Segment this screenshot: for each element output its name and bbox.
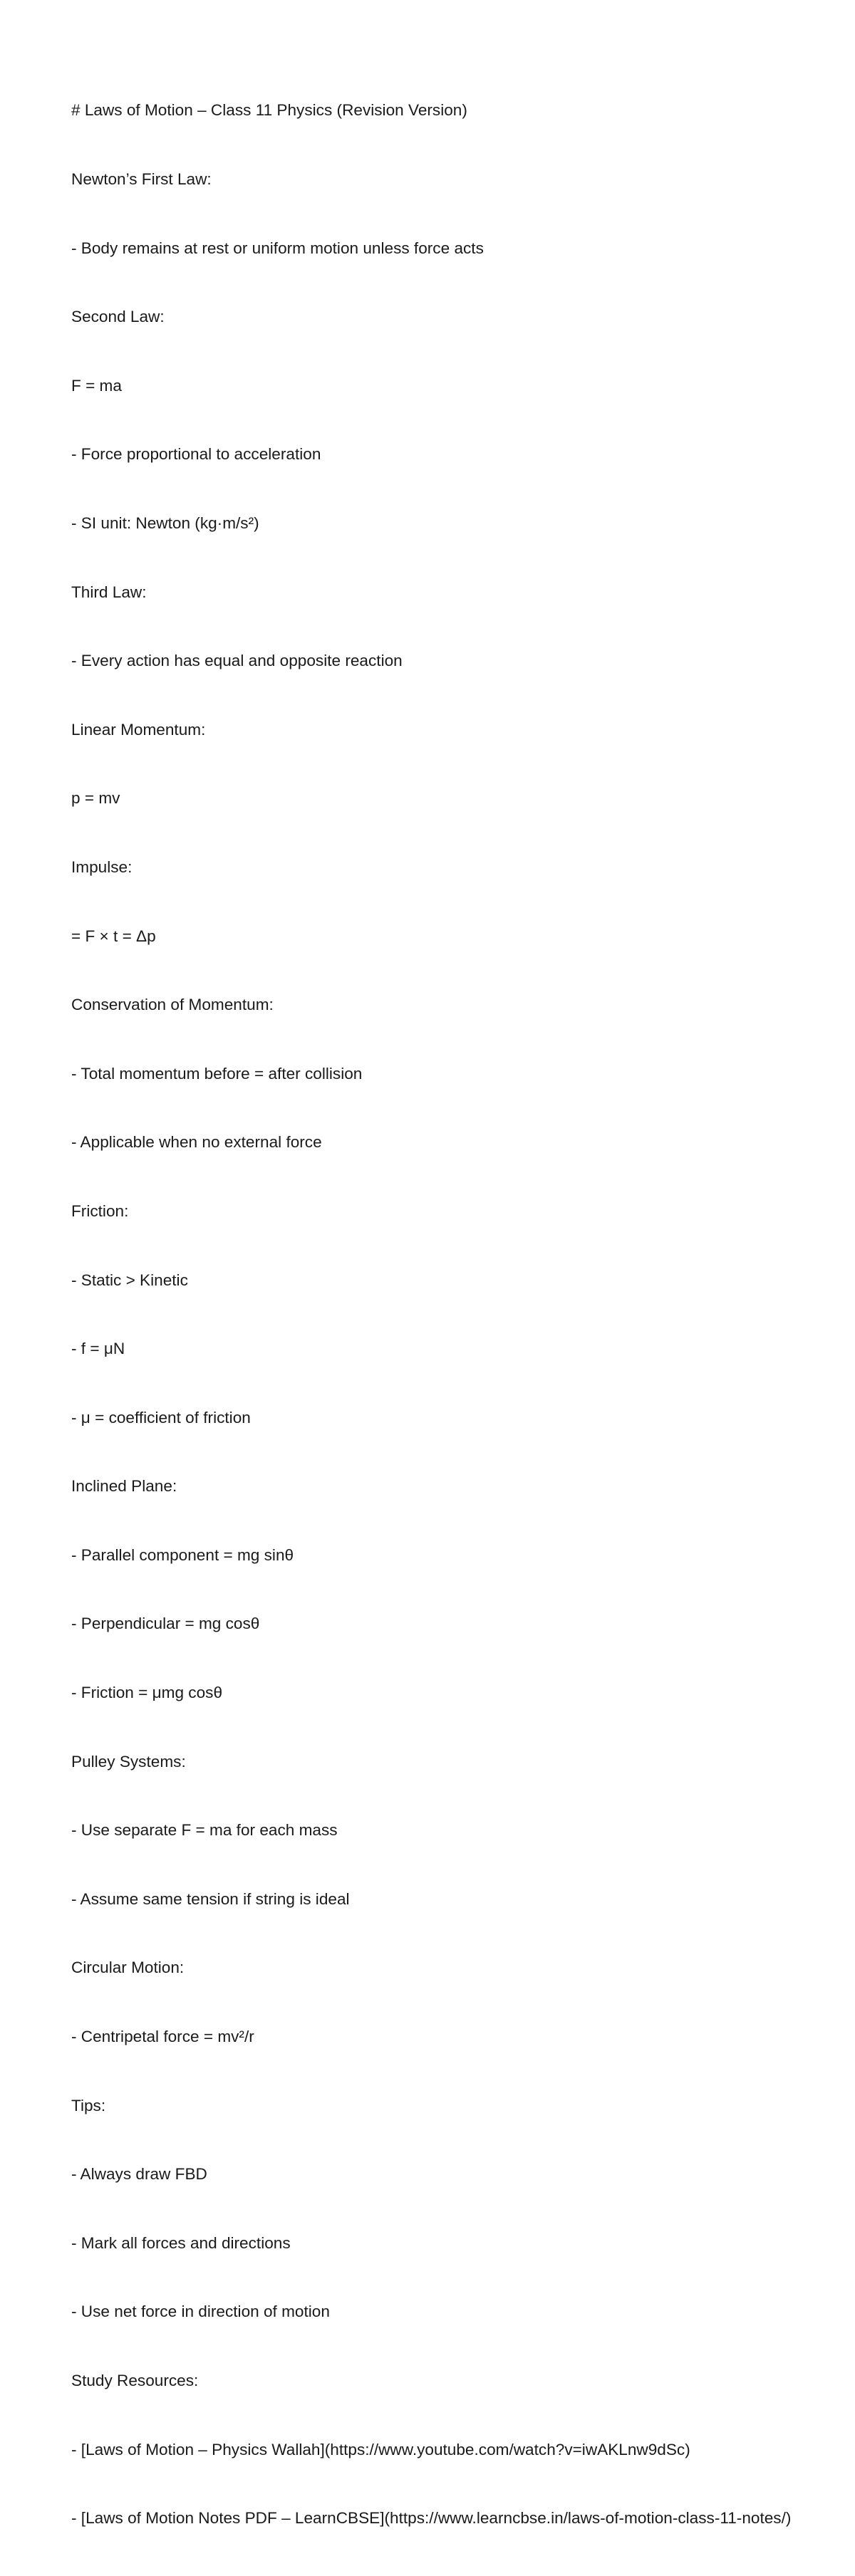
- section-heading-circular-motion: Circular Motion:: [71, 1959, 185, 1977]
- document-title: # Laws of Motion – Class 11 Physics (Revision Version): [71, 101, 467, 120]
- pulley-point: - Assume same tension if string is ideal: [71, 1889, 350, 1908]
- circular-motion-point: - Centripetal force = mv²/r: [71, 2028, 254, 2046]
- tip-item: - Use net force in direction of motion: [71, 2303, 330, 2321]
- section-heading-friction: Friction:: [71, 1201, 129, 1220]
- tip-item: - Always draw FBD: [71, 2165, 207, 2184]
- inclined-plane-point: - Perpendicular = mg cosθ: [71, 1615, 260, 1633]
- section-heading-pulley-systems: Pulley Systems:: [71, 1752, 186, 1771]
- document-body: [71, 53, 851, 2576]
- impulse-formula: = F × t = Δp: [71, 927, 156, 945]
- section-heading-inclined-plane: Inclined Plane:: [71, 1477, 177, 1496]
- inclined-plane-point: - Friction = μmg cosθ: [71, 1684, 223, 1702]
- resource-item-physics-wallah: - [Laws of Motion – Physics Wallah](https://www.youtube.com/watch?v=iwAKLnw9dSc): [71, 2440, 690, 2458]
- momentum-formula: p = mv: [71, 789, 120, 808]
- section-heading-second-law: Second Law:: [71, 308, 165, 326]
- first-law-point: - Body remains at rest or uniform motion unless force acts: [71, 239, 484, 257]
- conservation-point: - Total momentum before = after collision: [71, 1064, 363, 1083]
- second-law-formula: F = ma: [71, 376, 122, 395]
- section-heading-study-resources: Study Resources:: [71, 2372, 199, 2389]
- friction-point: - Static > Kinetic: [71, 1271, 188, 1289]
- friction-point: - f = μN: [71, 1340, 125, 1358]
- second-law-point: - SI unit: Newton (kg·m/s²): [71, 513, 259, 532]
- section-heading-tips: Tips:: [71, 2096, 106, 2114]
- third-law-point: - Every action has equal and opposite reaction: [71, 652, 403, 670]
- second-law-point: - Force proportional to acceleration: [71, 445, 321, 464]
- conservation-point: - Applicable when no external force: [71, 1133, 322, 1152]
- tip-item: - Mark all forces and directions: [71, 2233, 291, 2252]
- section-heading-linear-momentum: Linear Momentum:: [71, 720, 206, 739]
- section-heading-first-law: Newton’s First Law:: [71, 170, 212, 188]
- friction-point: - μ = coefficient of friction: [71, 1408, 251, 1427]
- pulley-point: - Use separate F = ma for each mass: [71, 1821, 338, 1840]
- resource-item-learncbse: - [Laws of Motion Notes PDF – LearnCBSE](https://www.learncbse.in/laws-of-motion-class-11-notes/): [71, 2509, 792, 2528]
- inclined-plane-point: - Parallel component = mg sinθ: [71, 1545, 294, 1564]
- section-heading-third-law: Third Law:: [71, 583, 147, 601]
- section-heading-conservation: Conservation of Momentum:: [71, 996, 274, 1014]
- section-heading-impulse: Impulse:: [71, 857, 133, 876]
